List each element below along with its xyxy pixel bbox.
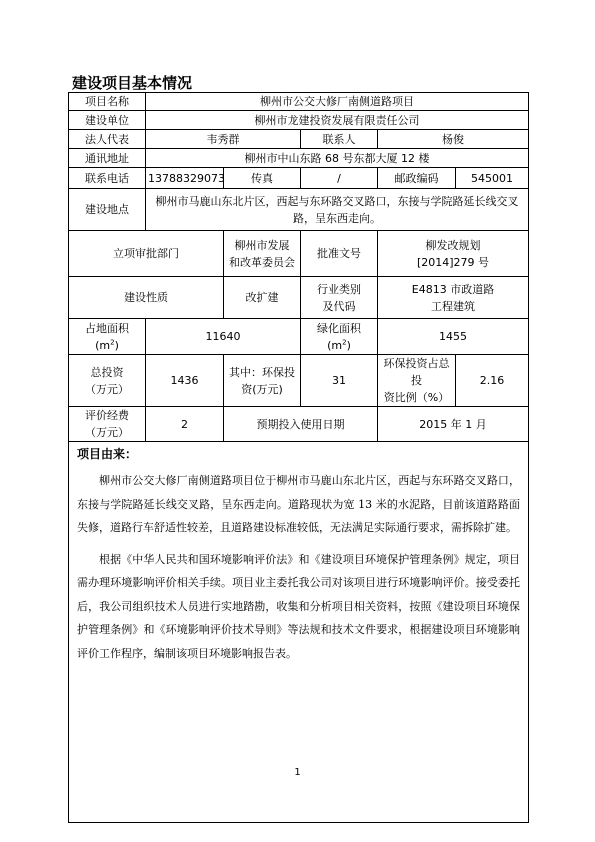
env-ratio-value: 2.16 (456, 355, 529, 407)
project-name-label: 项目名称 (69, 93, 146, 111)
env-ratio-label (378, 355, 456, 407)
green-unit-close: ) (346, 338, 351, 352)
project-info-table (68, 92, 529, 823)
env-invest-value: 31 (301, 355, 378, 407)
env-ratio-label-line1: 环保投资占总投 (383, 357, 450, 387)
eval-fee-label (69, 407, 146, 442)
industry-label-line2: 及代码 (322, 299, 356, 313)
origin-heading: 项目由来： (77, 447, 138, 461)
section-title: 建设项目基本情况 (72, 74, 193, 92)
industry-label-line1: 行业类别 (317, 282, 361, 296)
fax-label: 传真 (224, 168, 301, 189)
area-unit-close: ) (114, 338, 119, 352)
page-number: 1 (294, 767, 301, 778)
approval-no-label: 批准文号 (301, 231, 378, 277)
builder-value: 柳州市龙建投资发展有限责任公司 (146, 111, 529, 130)
project-name-value: 柳州市公交大修厂南侧道路项目 (146, 93, 529, 111)
industry-line1: E4813 市政道路 (411, 282, 495, 296)
contact-label: 联系人 (301, 130, 378, 149)
eval-fee-value: 2 (146, 407, 224, 442)
industry-label (301, 277, 378, 319)
location-value: 柳州市马鹿山东北片区，西起与东环路交叉路口，东接与学院路延长线交叉路，呈东西走向。 (146, 189, 529, 231)
env-invest-label (224, 355, 301, 407)
builder-label: 建设单位 (69, 111, 146, 130)
green-value: 1455 (378, 319, 529, 355)
nature-label: 建设性质 (69, 277, 224, 319)
total-invest-label (69, 355, 146, 407)
area-label (69, 319, 146, 355)
env-invest-label-line2: 资(万元) (241, 382, 283, 396)
phone-label: 联系电话 (69, 168, 146, 189)
green-unit: (m (327, 338, 343, 352)
postcode-value: 545001 (456, 168, 529, 189)
origin-paragraph: 柳州市公交大修厂南侧道路项目位于柳州市马鹿山东北片区，西起与东环路交叉路口，东接与学院路延长线交叉路，呈东西走向。道路现状为宽 13 米的水泥路，目前该道路路面失修，道路行车舒适性较差，且道路建设标准较低，无法满足实际通行要求，需拆除扩建。 (77, 474, 521, 534)
industry-line2: 工程建筑 (431, 299, 475, 313)
eval-fee-label-line2: （万元） (85, 426, 129, 439)
project-origin-section (69, 442, 529, 823)
nature-value: 改扩建 (224, 277, 301, 319)
address-label: 通讯地址 (69, 149, 146, 168)
total-invest-value: 1436 (146, 355, 224, 407)
eval-fee-label-line1: 评价经费 (85, 409, 129, 422)
area-unit-sup: 2 (110, 337, 115, 346)
postcode-label: 邮政编码 (378, 168, 456, 189)
industry-value (378, 277, 529, 319)
contact-value: 杨俊 (378, 130, 529, 149)
approval-no-value (378, 231, 529, 277)
green-label-line1: 绿化面积 (317, 321, 361, 335)
approval-dept-line2: 和改革委员会 (229, 255, 295, 269)
start-date-value: 2015 年 1 月 (378, 407, 529, 442)
env-ratio-label-line2: 资比例（%） (383, 391, 450, 404)
approval-dept-label: 立项审批部门 (69, 231, 224, 277)
green-label (301, 319, 378, 355)
approval-no-line2: [2014]279 号 (416, 255, 490, 269)
origin-paragraph: 根据《中华人民共和国环境影响评价法》和《建设项目环境保护管理条例》规定，项目需办理环境影响评价相关手续。项目业主委托我公司对该项目进行环境影响评价。接受委托后，我公司组织技术人员进行实地踏勘，收集和分析项目相关资料，按照《建设项目环境保护管理条例》和《环境影响评价技术导则》等法规和技术文件要求，根据建设项目环境影响评价工作程序，编制该项目环境影响报告表。 (77, 552, 521, 660)
area-value: 11640 (146, 319, 301, 355)
total-invest-label-line2: （万元） (85, 382, 129, 396)
fax-value: / (301, 168, 378, 189)
legal-rep-label: 法人代表 (69, 130, 146, 149)
total-invest-label-line1: 总投资 (90, 365, 124, 379)
approval-dept-line1: 柳州市发展 (234, 238, 290, 252)
env-invest-label-line1: 其中：环保投 (229, 365, 295, 379)
green-unit-sup: 2 (342, 337, 347, 346)
location-label: 建设地点 (69, 189, 146, 231)
address-value: 柳州市中山东路 68 号东都大厦 12 楼 (146, 149, 529, 168)
area-label-line1: 占地面积 (85, 321, 129, 335)
start-date-label: 预期投入使用日期 (224, 407, 378, 442)
area-unit: (m (95, 338, 111, 352)
phone-value: 13788329073 (146, 168, 224, 189)
approval-dept-value (224, 231, 301, 277)
approval-no-line1: 柳发改规划 (425, 238, 481, 252)
legal-rep-value: 韦秀群 (146, 130, 301, 149)
